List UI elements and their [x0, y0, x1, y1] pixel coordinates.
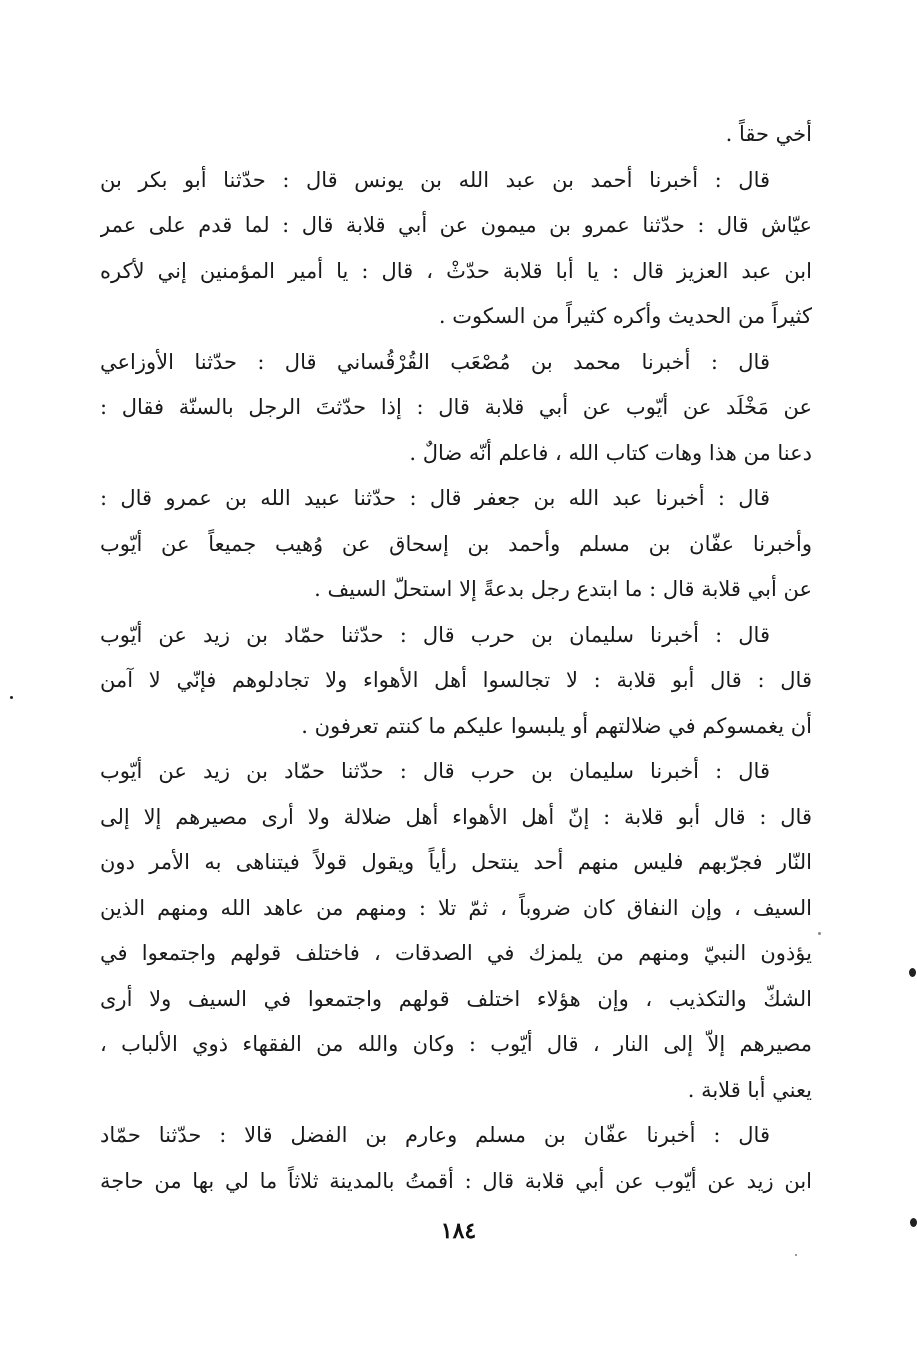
- text-line: الشكّ والتكذيب ، وإن هؤلاء اختلف قولهم واجتمعوا في السيف ولا أرى: [100, 986, 812, 1011]
- text-line: قال : قال أبو قلابة : لا تجالسوا أهل الأهواء ولا تجادلوهم فإنّي لا آمن: [100, 668, 812, 692]
- text-line: قال : قال أبو قلابة : إنّ أهل الأهواء أهل ضلالة ولا أرى مصيرهم إلا إلى: [100, 804, 812, 829]
- text-line: دعنا من هذا وهات كتاب الله ، فاعلم أنّه ضالٌ .: [409, 440, 812, 465]
- text-line: وأخبرنا عفّان بن مسلم وأحمد بن إسحاق عن وُهيب جميعاً عن أيّوب: [100, 531, 812, 556]
- text-line: السيف ، وإن النفاق كان ضروباً ، ثمّ تلا : ومنهم من عاهد الله ومنهم الذين: [100, 895, 812, 920]
- scan-speck: [910, 1218, 917, 1227]
- scan-speck: [10, 696, 13, 699]
- page-number: ١٨٤: [440, 1218, 477, 1244]
- text-line: عن مَخْلَد عن أيّوب عن أبي قلابة قال : إذا حدّثتَ الرجل بالسنّة فقال :: [100, 395, 812, 419]
- text-line: قال : أخبرنا أحمد بن عبد الله بن يونس قال : حدّثنا أبو بكر بن: [100, 167, 770, 192]
- text-line: قال : أخبرنا سليمان بن حرب قال : حدّثنا حمّاد بن زيد عن أيّوب: [100, 622, 770, 647]
- scan-speck: [795, 1254, 797, 1256]
- text-line: أخي حقاً .: [725, 122, 812, 146]
- text-line: يعني أبا قلابة .: [687, 1077, 812, 1102]
- text-line: النّار فجرّبهم فليس منهم أحد ينتحل رأياً ويقول قولاً فيتناهى به الأمر دون: [100, 850, 812, 874]
- text-line: قال : أخبرنا عبد الله بن جعفر قال : حدّثنا عبيد الله بن عمرو قال :: [100, 486, 770, 510]
- text-line: قال : أخبرنا سليمان بن حرب قال : حدّثنا حمّاد بن زيد عن أيّوب: [100, 759, 770, 783]
- scan-speck: [818, 932, 821, 935]
- scan-speck: [909, 968, 916, 977]
- text-line: قال : أخبرنا عفّان بن مسلم وعارم بن الفضل قالا : حدّثنا حمّاد: [100, 1123, 770, 1147]
- text-line: ابن زيد عن أيّوب عن أبي قلابة قال : أقمتُ بالمدينة ثلاثاً ما لي بها من حاجة: [100, 1168, 812, 1193]
- text-line: يؤذون النبيّ ومنهم من يلمزك في الصدقات ، فاختلف قولهم واجتمعوا في: [100, 941, 812, 965]
- text-line: أن يغمسوكم في ضلالتهم أو يلبسوا عليكم ما كنتم تعرفون .: [301, 713, 812, 738]
- body-text: [100, 112, 812, 1204]
- text-line: ابن عبد العزيز قال : يا أبا قلابة حدّثْ ، قال : يا أمير المؤمنين إني لأكره: [100, 258, 812, 283]
- text-line: عن أبي قلابة قال : ما ابتدع رجل بدعةً إلا استحلّ السيف .: [314, 577, 812, 601]
- text-line: عيّاش قال : حدّثنا عمرو بن ميمون عن أبي قلابة قال : لما قدم على عمر: [100, 213, 812, 237]
- text-line: كثيراً من الحديث وأكره كثيراً من السكوت .: [438, 304, 812, 328]
- text-line: قال : أخبرنا محمد بن مُصْعَب القُرْقُساني قال : حدّثنا الأوزاعي: [100, 349, 770, 374]
- text-line: مصيرهم إلاّ إلى النار ، قال أيّوب : وكان والله من الفقهاء ذوي الألباب ،: [100, 1032, 812, 1056]
